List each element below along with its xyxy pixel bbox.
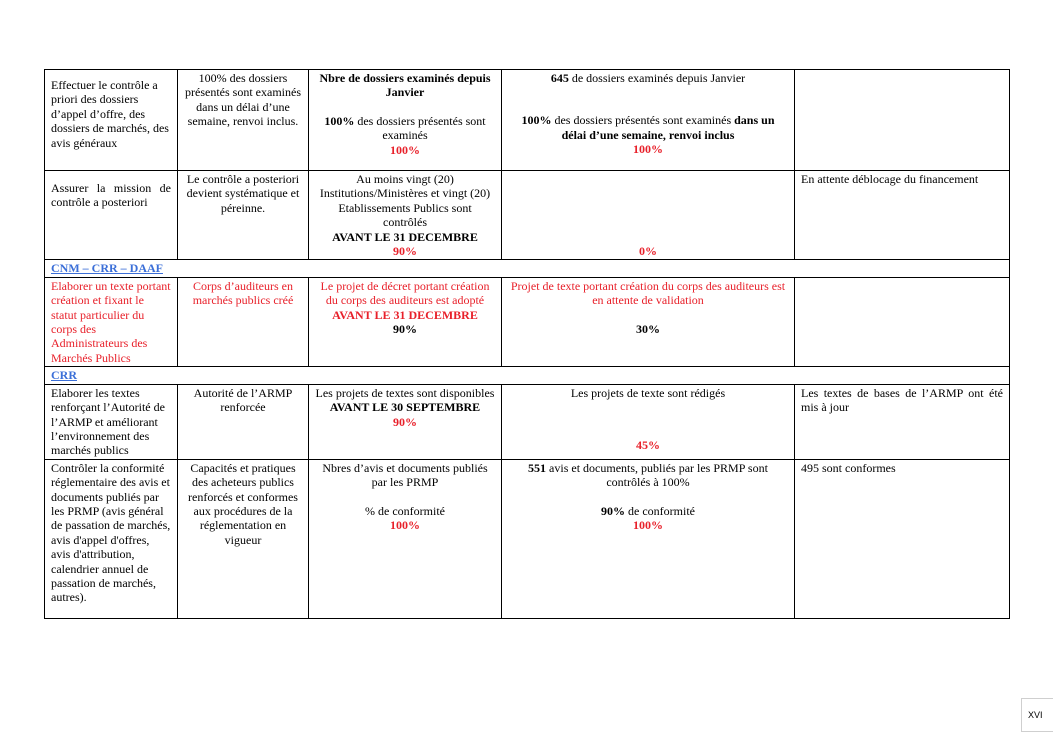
indicator-description: Nbres d’avis et documents publiés par les PRMP xyxy=(322,460,488,490)
action-text: Assurer la mission de contrôle a posteriori xyxy=(51,181,171,210)
table-row xyxy=(45,277,1010,366)
action-text: Elaborer les textes renforçant l’Autorité de l’ARMP et améliorant l’environnement des marchés publics xyxy=(51,385,165,458)
achieved-cell xyxy=(502,70,795,171)
comment-cell xyxy=(795,171,1010,260)
section-header xyxy=(45,260,1010,277)
indicator-target: 90% xyxy=(393,414,417,429)
comment-cell xyxy=(795,459,1010,618)
monitoring-table xyxy=(44,69,1010,619)
indicator-conformity: % de conformité xyxy=(365,503,445,518)
achieved-cell xyxy=(502,459,795,618)
comment-text: Les textes de bases de l’ARMP ont été mis à jour xyxy=(801,385,1003,415)
action-cell xyxy=(45,459,178,618)
achieved-cell xyxy=(502,171,795,260)
achieved-description: 100% des dossiers présentés sont examinés dans un délai d’une semaine, renvoi inclus xyxy=(521,113,775,142)
action-cell xyxy=(45,384,178,459)
indicator-description: Au moins vingt (20) Institutions/Ministères et vingt (20) Etablissements Publics sont contrôlés xyxy=(319,172,491,230)
indicator-target: 90% xyxy=(393,322,417,337)
achieved-rate: 30% xyxy=(636,321,660,336)
indicator-deadline: AVANT LE 31 DECEMBRE xyxy=(332,229,478,244)
comment-cell xyxy=(795,277,1010,366)
comment-cell xyxy=(795,384,1010,459)
result-cell xyxy=(178,459,309,618)
comment-text: 495 sont conformes xyxy=(801,460,896,475)
achieved-rate: 100% xyxy=(633,517,663,532)
action-cell xyxy=(45,70,178,171)
section-link-crr[interactable]: CRR xyxy=(51,368,77,383)
result-cell xyxy=(178,171,309,260)
result-text: Le contrôle a posteriori devient systématique et péreinne. xyxy=(186,172,300,215)
indicator-description: Les projets de textes sont disponibles xyxy=(315,385,495,400)
comment-cell xyxy=(795,70,1010,171)
section-link-cnm-crr-daaf[interactable]: CNM – CRR – DAAF xyxy=(51,261,163,276)
indicator-deadline: AVANT LE 30 SEPTEMBRE xyxy=(329,400,481,415)
action-text: Effectuer le contrôle a priori des dossiers d’appel d’offre, des dossiers de marchés, des avis généraux xyxy=(51,78,169,150)
indicator-cell xyxy=(309,70,502,171)
section-row xyxy=(45,367,1010,384)
achieved-conformity: 90% de conformité xyxy=(601,503,695,518)
table-row xyxy=(45,459,1010,618)
comment-text: En attente déblocage du financement xyxy=(801,172,979,186)
action-cell xyxy=(45,277,178,366)
action-text: Elaborer un texte portant création et fixant le statut particulier du corps des Administrateurs des Marchés Publics xyxy=(51,278,171,365)
section-row xyxy=(45,260,1010,277)
indicator-deadline: AVANT LE 31 DECEMBRE xyxy=(332,307,478,322)
table-row xyxy=(45,171,1010,260)
achieved-description: Projet de texte portant création du corps des auditeurs est en attente de validation xyxy=(510,278,786,308)
achieved-cell xyxy=(502,384,795,459)
indicator-description: Le projet de décret portant création du corps des auditeurs est adopté xyxy=(320,278,490,308)
achieved-rate: 45% xyxy=(636,438,660,453)
indicator-target: 100% xyxy=(390,142,420,157)
achieved-cell xyxy=(502,277,795,366)
indicator-cell xyxy=(309,171,502,260)
section-header xyxy=(45,367,1010,384)
result-cell xyxy=(178,277,309,366)
indicator-description: 100% des dossiers présentés sont examinés xyxy=(324,113,486,143)
achieved-description: Les projets de texte sont rédigés xyxy=(570,385,726,400)
table-row xyxy=(45,70,1010,171)
indicator-target: 90% xyxy=(393,244,417,259)
result-text: Autorité de l’ARMP renforcée xyxy=(193,385,293,415)
result-text: Corps d’auditeurs en marchés publics créé xyxy=(192,278,294,308)
result-cell xyxy=(178,70,309,171)
indicator-title: Nbre de dossiers examinés depuis Janvier xyxy=(319,71,491,100)
table-row xyxy=(45,384,1010,459)
indicator-cell xyxy=(309,277,502,366)
action-cell xyxy=(45,171,178,260)
result-cell xyxy=(178,384,309,459)
achieved-description: 551 avis et documents, publiés par les PRMP sont contrôlés à 100% xyxy=(528,460,768,490)
action-text: Contrôler la conformité réglementaire des avis et documents publiés par les PRMP (avis général de passation de marchés, avis d'appel d'offres, avis d'attribution, calendrier annuel de passation de marchés, autres). xyxy=(51,460,171,605)
result-text: 100% des dossiers présentés sont examinés dans un délai d’une semaine, renvoi inclus. xyxy=(185,71,301,129)
achieved-rate: 0% xyxy=(639,244,657,259)
result-text: Capacités et pratiques des acheteurs publics renforcés et conformes aux procédures de la réglementation en vigueur xyxy=(188,460,298,547)
achieved-count: 645 de dossiers examinés depuis Janvier xyxy=(550,71,746,85)
page-number: XVI xyxy=(1021,698,1053,732)
indicator-cell xyxy=(309,459,502,618)
achieved-rate: 100% xyxy=(633,142,663,157)
indicator-cell xyxy=(309,384,502,459)
indicator-target: 100% xyxy=(390,517,420,532)
